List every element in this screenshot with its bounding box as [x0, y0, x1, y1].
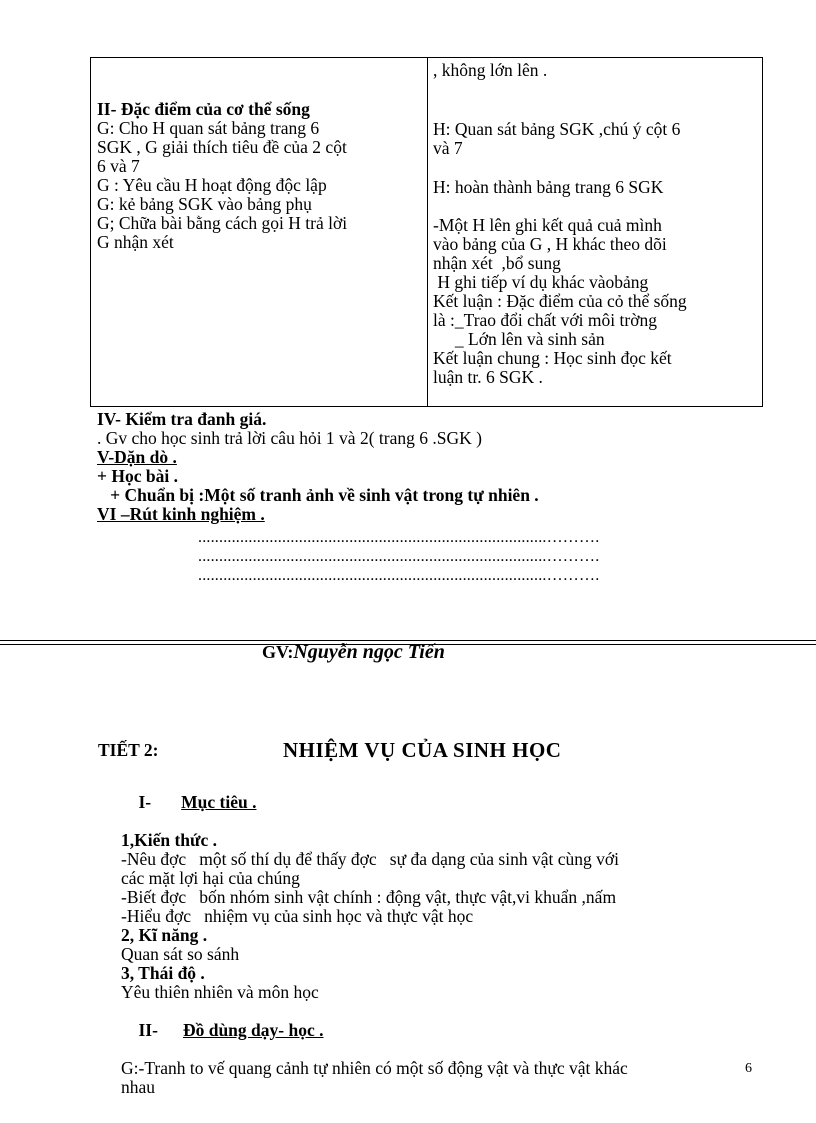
student-line: H: Quan sát bảng SGK ,chú ý cột 6: [433, 119, 681, 139]
note-line: ...................................................................................……….: [198, 529, 600, 546]
skills-text: Quan sát so sánh: [121, 944, 240, 964]
assessment-heading: IV- Kiểm tra đanh giá.: [97, 409, 267, 429]
teacher-line: SGK , G giải thích tiêu đề của 2 cột: [97, 137, 347, 157]
knowledge-line: các mặt lợi hại của chúng: [121, 868, 300, 888]
student-line: nhận xét ,bổ sung: [433, 253, 561, 273]
student-line: -Một H lên ghi kết quả cuả mình: [433, 215, 662, 235]
student-activity-block: [433, 216, 687, 387]
knowledge-line: -Hiểu đợc nhiệm vụ của sinh học và thực vật học: [121, 906, 474, 926]
student-activity-column: [433, 61, 547, 80]
student-line: và 7: [433, 138, 463, 158]
page-number: 6: [745, 1061, 752, 1076]
section-heading-characteristics: II- Đặc điểm của cơ thể sống: [97, 99, 310, 119]
section-number: I-: [138, 792, 152, 812]
student-line: Kết luận : Đặc điểm của cỏ thể sống: [433, 291, 687, 311]
student-line: _ Lớn lên và sinh sản: [433, 329, 605, 349]
teacher-line: G: Cho H quan sát bảng trang 6: [97, 118, 320, 138]
student-activity-block: [433, 178, 663, 197]
teacher-name: Nguyễn ngọc Tiến: [293, 641, 445, 663]
experience-heading: VI –Rút kinh nghiệm .: [97, 504, 265, 524]
lesson-title: NHIỆM VỤ CỦA SINH HỌC: [283, 738, 562, 762]
homework-item: + Chuẩn bị :Một số tranh ảnh về sinh vật trong tự nhiên .: [97, 485, 539, 505]
lesson2-body: [121, 774, 628, 1097]
lesson-activity-table: [90, 57, 763, 407]
objectives-heading: Mục tiêu .: [181, 792, 257, 812]
table-column-divider: [427, 58, 428, 406]
teacher-prefix: GV:: [262, 642, 294, 662]
student-activity-block: [433, 120, 680, 158]
materials-line: nhau: [121, 1077, 156, 1097]
attitude-text: Yêu thiên nhiên và môn học: [121, 982, 319, 1002]
teacher-line: 6 và 7: [97, 156, 140, 176]
materials-line: G:-Tranh to vế quang cảnh tự nhiên có một số động vật và thực vật khác: [121, 1058, 628, 1078]
teacher-line: G; Chữa bài bằng cách gọi H trả lời: [97, 213, 348, 233]
note-line: ...................................................................................……….: [198, 548, 600, 565]
experience-notes: [198, 528, 599, 585]
teacher-line: G : Yêu cầu H hoạt động độc lập: [97, 175, 327, 195]
assessment-text: . Gv cho học sinh trả lời câu hỏi 1 và 2( trang 6 .SGK ): [97, 428, 482, 448]
student-line: H: hoàn thành bảng trang 6 SGK: [433, 177, 664, 197]
student-line: là :_Trao đổi chất với môi trờng: [433, 310, 657, 330]
teacher-activity-column: [97, 100, 347, 252]
knowledge-line: -Nêu đợc một số thí dụ để thấy đợc sự đa dạng của sinh vật cùng với: [121, 849, 619, 869]
period-label: TIẾT 2:: [98, 740, 159, 760]
student-line: vào bảng của G , H khác theo dõi: [433, 234, 667, 254]
knowledge-heading: 1,Kiến thức .: [121, 830, 218, 850]
student-line: Kết luận chung : Học sinh đọc kết: [433, 348, 672, 368]
teacher-line: G nhận xét: [97, 232, 174, 252]
skills-heading: 2, Kĩ năng .: [121, 925, 208, 945]
teacher-line: G: kẻ bảng SGK vào bảng phụ: [97, 194, 312, 214]
student-line: , không lớn lên .: [433, 60, 548, 80]
teacher-signature: [262, 641, 445, 664]
attitude-heading: 3, Thái độ .: [121, 963, 205, 983]
homework-heading: V-Dặn dò .: [97, 447, 177, 467]
knowledge-line: -Biết đợc bốn nhóm sinh vật chính : động vật, thực vật,vi khuẩn ,nấm: [121, 887, 617, 907]
note-line: ...................................................................................……….: [198, 567, 600, 584]
closing-sections: [97, 410, 539, 524]
student-line: H ghi tiếp ví dụ khác vàobảng: [433, 272, 649, 292]
materials-heading: Đồ dùng dạy- học .: [182, 1020, 324, 1040]
section-number: II-: [138, 1020, 158, 1040]
student-line: luận tr. 6 SGK .: [433, 367, 543, 387]
homework-item: + Học bài .: [97, 466, 178, 486]
